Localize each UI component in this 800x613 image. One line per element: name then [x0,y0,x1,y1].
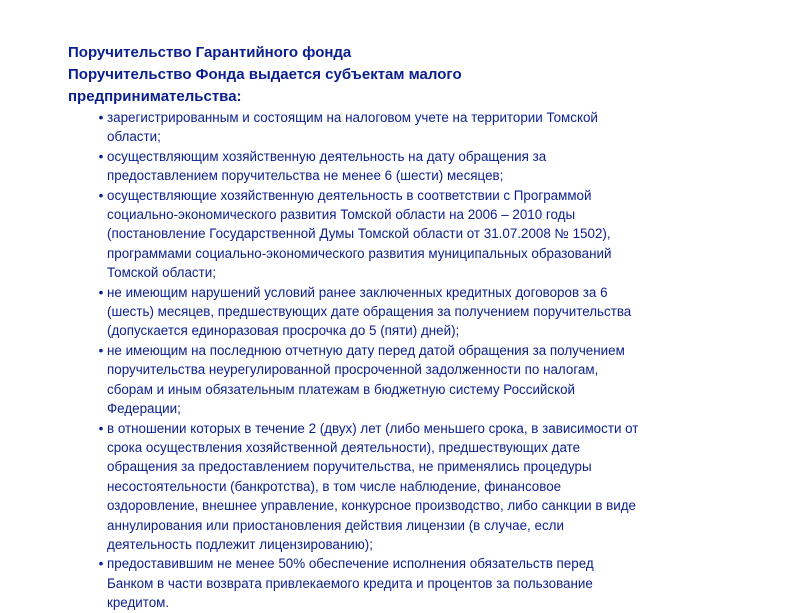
list-item [98,554,741,612]
bullet-icon: • [98,420,104,436]
list-item-text-line: Банком в части возврата привлекаемого кредита и процентов за пользование [107,575,593,591]
list-item-text-line: в отношении которых в течение 2 (двух) лет (либо меньшего срока, в зависимости от [107,420,639,436]
list-item [98,283,741,341]
list-item [98,147,741,186]
list-item-text-line: оздоровление, внешнее управление, конкурсное производство, либо санкции в виде [107,498,637,514]
list-item-text-line: несостоятельности (банкротства), в том числе наблюдение, финансовое [107,478,562,494]
list-item-text-line: не имеющим нарушений условий ранее заключенных кредитных договоров за 6 [107,284,608,300]
list-item-text-line: области; [107,129,161,145]
list-item-text-line: аннулирования или приостановления действия лицензии (в случае, если [107,517,564,533]
list-item-text-line: обращения за предоставлением поручительства, не применялись процедуры [107,459,592,475]
list-item-text-line: кредитом. [107,595,170,611]
list-item-text-line: предоставлением поручительства не менее 6 (шести) месяцев; [107,168,504,184]
list-item-text-line: Федерации; [107,401,181,417]
list-item-text-line: предоставившим не менее 50% обеспечение исполнения обязательств перед [107,556,594,572]
list-item-text-line: (постановление Государственной Думы Томской области от 31.07.2008 № 1502), [107,226,611,242]
list-item [98,419,741,555]
list-item [98,186,741,283]
list-item-text-line: осуществляющим хозяйственную деятельность на дату обращения за [107,148,547,164]
bullet-icon: • [98,284,104,300]
bullet-icon: • [98,187,104,203]
bullet-icon: • [98,556,104,572]
list-item-text-line: срока осуществления хозяйственной деятельности), предшествующих дате [107,439,581,455]
heading-subtitle-continued: предпринимательства: [68,88,242,105]
list-item-text-line: (шесть) месяцев, предшествующих дате обращения за получением поручительства [107,304,632,320]
bullet-icon: • [98,110,104,125]
list-item-text-line: Томской области; [107,265,216,281]
list-item-text-line: зарегистрированным и состоящим на налоговом учете на территории Томской [107,110,598,125]
list-item [98,108,741,147]
list-item-text-line: не имеющим на последнюю отчетную дату перед датой обращения за получением [107,342,625,358]
requirements-list [98,108,741,613]
list-item-text-line: социально-экономического развития Томской области на 2006 – 2010 годы [107,207,576,223]
list-item [98,341,741,419]
list-item-text-line: поручительства неурегулированной просроченной задолженности по налогам, [107,362,599,378]
list-item-text-line: сборам и иным обязательным платежам в бюджетную систему Российской [107,381,576,397]
heading-subtitle: Поручительство Фонда выдается субъектам малого [68,66,462,83]
list-item-text-line: осуществляющие хозяйственную деятельность в соответствии с Программой [107,187,592,203]
bullet-icon: • [98,342,104,358]
list-item-text-line: деятельность подлежит лицензированию); [107,536,373,552]
list-item-text-line: (допускается единоразовая просрочка до 5 (пяти) дней); [107,323,460,339]
slide-heading [68,42,748,108]
list-item-text-line: программами социально-экономического развития муниципальных образований [107,245,612,261]
bullet-icon: • [98,148,104,164]
heading-title: Поручительство Гарантийного фонда [68,44,352,61]
